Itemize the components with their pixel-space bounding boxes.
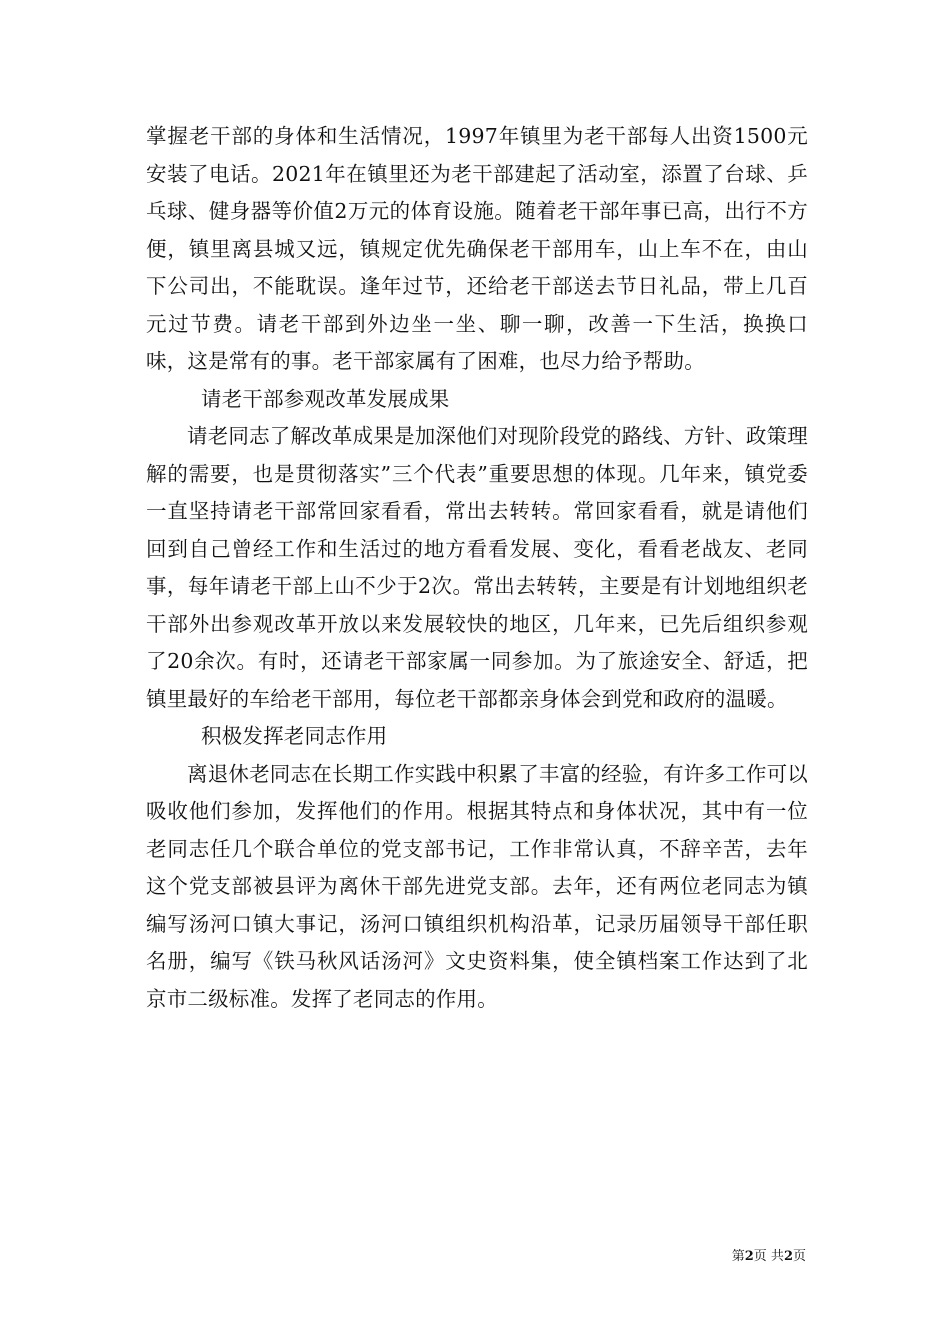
document-body [146, 118, 808, 1018]
section-heading: 积极发挥老同志作用 [201, 724, 388, 748]
body-paragraph: 离退休老同志在长期工作实践中积累了丰富的经验，有许多工作可以吸收他们参加，发挥他们的作用。根据其特点和身体状况，其中有一位老同志任几个联合单位的党支部书记，工作非常认真，不辞辛苦，去年这个党支部被县评为离休干部先进党支部。去年，还有两位老同志为镇编写汤河口镇大事记，汤河口镇组织机构沿革，记录历届领导干部任职名册，编写《铁马秋风话汤河》文史资料集，使全镇档案工作达到了北京市二级标准。发挥了老同志的作用。 [146, 761, 808, 1011]
footer-suffix: 页 [792, 1249, 806, 1264]
footer-prefix: 第 [731, 1249, 745, 1264]
page-footer [732, 1248, 806, 1266]
body-paragraph: 请老同志了解改革成果是加深他们对现阶段党的路线、方针、政策理解的需要，也是贯彻落实”三个代表”重要思想的体现。几年来，镇党委一直坚持请老干部常回家看看，常出去转转。常回家看看，就是请他们回到自己曾经工作和生活过的地方看看发展、变化，看看老战友、老同事，每年请老干部上山不少于2次。常出去转转，主要是有计划地组织老干部外出参观改革开放以来发展较快的地区，几年来，已先后组织参观了20余次。有时，还请老干部家属一同参加。为了旅途安全、舒适，把镇里最好的车给老干部用，每位老干部都亲身体会到党和政府的温暖。 [146, 424, 808, 711]
body-paragraph: 掌握老干部的身体和生活情况，1997年镇里为老干部每人出资1500元安装了电话。2021年在镇里还为老干部建起了活动室，添置了台球、乒乓球、健身器等价值2万元的体育设施。随着老干部年事已高，出行不方便，镇里离县城又远，镇规定优先确保老干部用车，山上车不在，由山下公司出，不能耽误。逢年过节，还给老干部送去节日礼品，带上几百元过节费。请老干部到外边坐一坐、聊一聊，改善一下生活，换换口味，这是常有的事。老干部家属有了困难，也尽力给予帮助。 [146, 124, 808, 373]
footer-current-page: 2 [744, 1249, 754, 1264]
footer-middle: 页 共 [753, 1249, 784, 1264]
section-heading: 请老干部参观改革发展成果 [201, 386, 450, 411]
footer-total-pages: 2 [783, 1249, 793, 1264]
